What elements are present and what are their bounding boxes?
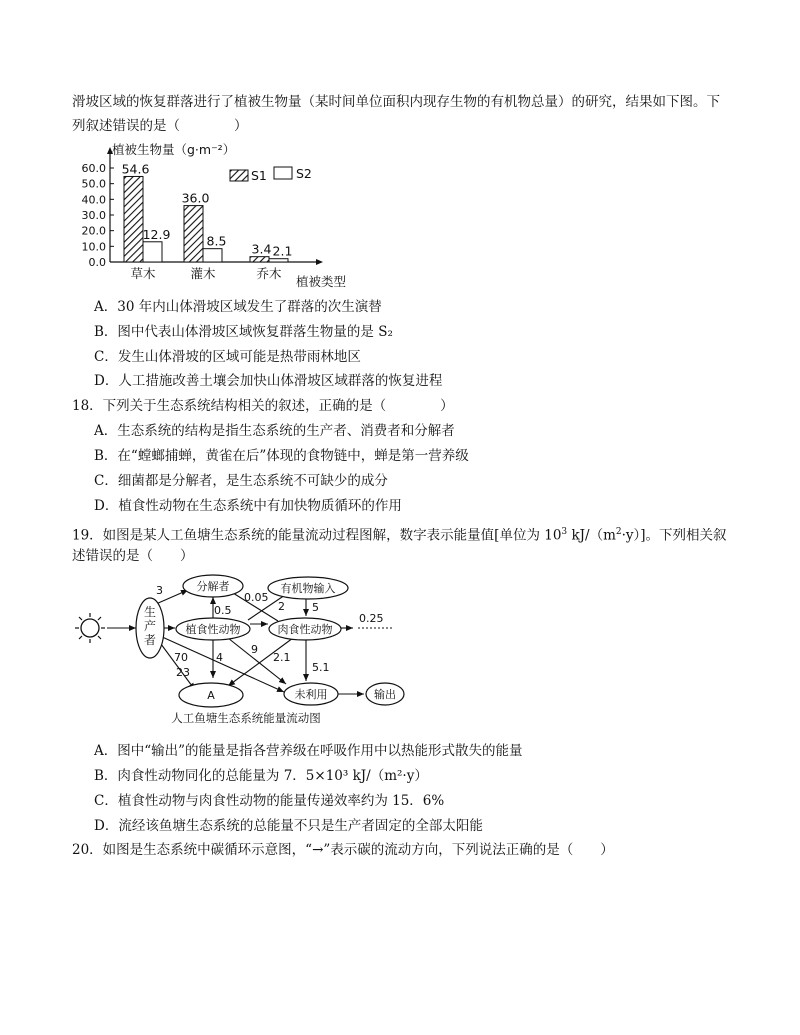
sun-icon (75, 613, 105, 643)
category-label-1: 草木 (130, 266, 156, 281)
q19-stem-part-b: kJ/（m (567, 527, 616, 544)
bar-s1-3 (250, 257, 269, 262)
herbivore-label: 植食性动物 (185, 623, 241, 636)
biomass-bar-chart (72, 138, 372, 288)
value-5-1: 5.1 (312, 661, 330, 674)
q18-option-b: B．在“螳螂捕蝉，黄雀在后”体现的食物链中，蝉是第一营养级 (94, 448, 469, 464)
x-axis-arrow (316, 259, 323, 265)
output-label: 输出 (374, 688, 396, 701)
q20-stem: 20．如图是生态系统中碳循环示意图，“→”表示碳的流动方向，下列说法正确的是（ ） (72, 842, 614, 858)
q18-option-d: D．植食性动物在生态系统中有加快物质循环的作用 (94, 498, 402, 514)
x-axis-label: 植被类型 (296, 274, 347, 288)
category-label-2: 灌木 (190, 266, 216, 281)
value-0-5: 0.5 (214, 604, 232, 617)
value-0-25: 0.25 (359, 612, 384, 625)
diagram-title: 人工鱼塘生态系统能量流动图 (171, 711, 321, 725)
bar-s2-1 (143, 242, 162, 262)
q19-option-d: D．流经该鱼塘生态系统的总能量不只是生产者固定的全部太阳能 (94, 818, 483, 834)
q19-option-b: B．肉食性动物同化的总能量为 7．5×10³ kJ/（m²·y） (94, 768, 428, 784)
q19-stem-part-a: 19．如图是某人工鱼塘生态系统的能量流动过程图解，数字表示能量值[单位为 10 (72, 527, 562, 544)
value-5: 5 (312, 601, 319, 614)
value-3: 3 (156, 584, 163, 597)
y-tick-label: 60.0 (81, 162, 106, 175)
bar-s2-2 (203, 249, 222, 262)
category-label-3: 乔木 (256, 266, 282, 281)
q17-option-b: B．图中代表山体滑坡区域恢复群落生物量的是 S₂ (94, 324, 393, 340)
producer-label: 生产者 (143, 605, 157, 647)
a-label: A (207, 689, 215, 702)
q19-stem-line-2: 述错误的是（ ） (72, 548, 194, 564)
unused-label: 未利用 (294, 688, 328, 701)
q19-stem-part-c: ·y）]。下列相关叙 (621, 527, 727, 544)
value-2: 2 (278, 600, 285, 613)
q18-option-a: A．生态系统的结构是指生态系统的生产者、消费者和分解者 (94, 423, 455, 439)
data-label-s1-1: 54.6 (121, 161, 150, 177)
data-label-s2-2: 8.5 (206, 233, 227, 249)
y-axis-label: 植被生物量（g·m⁻²） (112, 142, 236, 157)
q18-stem: 18．下列关于生态系统结构相关的叙述，正确的是（ ） (72, 398, 454, 414)
legend-swatch-s2 (274, 167, 292, 179)
bar-s1-1 (124, 176, 143, 262)
organic-input-label: 有机物输入 (280, 582, 336, 595)
energy-flow-diagram (68, 568, 428, 728)
y-tick-label: 20.0 (81, 224, 106, 238)
q17-option-a: A．30 年内山体滑坡区域发生了群落的次生演替 (94, 299, 382, 315)
y-tick-label: 10.0 (81, 240, 106, 254)
legend-swatch-s1 (230, 170, 248, 181)
data-label-s1-3: 3.4 (251, 241, 272, 257)
intro-line-1: 滑坡区域的恢复群落进行了植被生物量（某时间单位面积内现存生物的有机物总量）的研究，结果如下图。下 (72, 94, 720, 110)
bar-s1-2 (184, 206, 203, 262)
q17-option-d: D．人工措施改善土壤会加快山体滑坡区域群落的恢复进程 (94, 373, 443, 389)
q18-option-c: C．细菌都是分解者，是生态系统不可缺少的成分 (94, 473, 388, 489)
data-label-s2-1: 12.9 (142, 226, 171, 242)
data-label-s2-3: 2.1 (272, 243, 293, 259)
decomposer-label: 分解者 (196, 580, 230, 593)
data-label-s1-2: 36.0 (181, 190, 210, 206)
y-tick-label: 30.0 (81, 209, 106, 222)
y-tick-label: 40.0 (81, 193, 106, 207)
q19-stem-sup-3: 3 (561, 527, 568, 537)
y-tick-label: 0.0 (88, 256, 106, 269)
value-2-1: 2.1 (273, 651, 291, 664)
carnivore-label: 肉食性动物 (277, 623, 333, 636)
intro-line-2: 列叙述错误的是（ ） (72, 118, 248, 134)
q19-option-c: C．植食性动物与肉食性动物的能量传递效率约为 15．6% (94, 793, 445, 809)
y-tick-label: 50.0 (81, 177, 106, 191)
value-4: 4 (216, 651, 223, 664)
q17-option-c: C．发生山体滑坡的区域可能是热带雨林地区 (94, 349, 361, 365)
value-0-05: 0.05 (244, 591, 269, 604)
q19-stem-sup-2: 2 (615, 527, 622, 537)
legend-label-s2: S2 (296, 166, 312, 181)
q19-option-a: A．图中“输出”的能量是指各营养级在呼吸作用中以热能形式散失的能量 (94, 743, 523, 759)
legend-label-s1: S1 (251, 168, 267, 183)
value-23: 23 (176, 666, 190, 679)
value-9: 9 (251, 643, 258, 656)
q19-stem-line-1 (72, 522, 727, 546)
bar-s2-3 (269, 259, 288, 262)
value-70: 70 (174, 651, 188, 664)
